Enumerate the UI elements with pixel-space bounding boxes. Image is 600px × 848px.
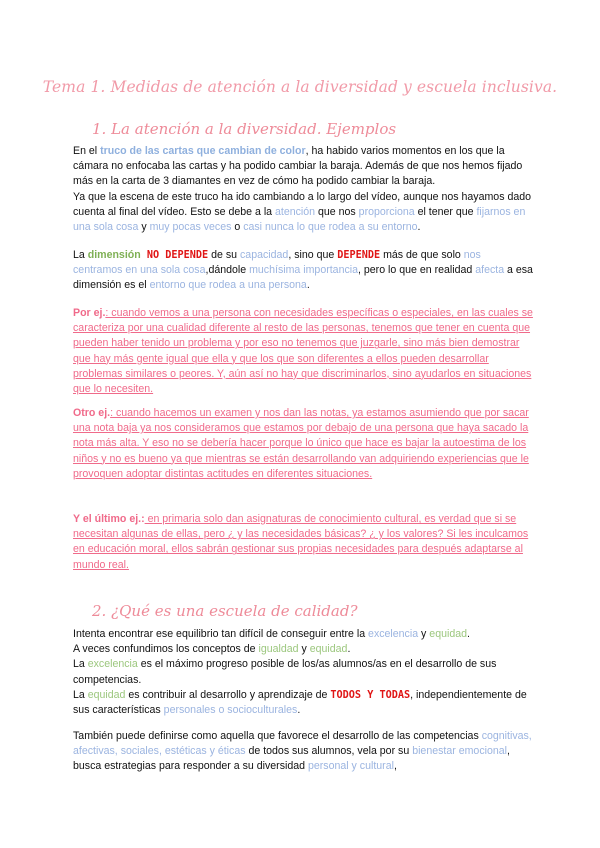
text: a esa dimensión es el <box>73 264 533 292</box>
text: de todos sus alumnos, vela por su <box>245 745 413 758</box>
highlight-blue: capacidad <box>240 249 289 261</box>
text: ,dándole <box>205 264 250 277</box>
highlight-blue: truco de las cartas que cambian de color <box>100 145 306 157</box>
section1-heading: 1. La atención a la diversidad. Ejemplos <box>92 120 397 138</box>
text: . <box>306 279 310 292</box>
text: el tener que <box>414 205 477 218</box>
highlight-green: excelencia <box>87 658 138 671</box>
text: , independientemente de sus características <box>73 688 527 717</box>
highlight-red: DEPENDE <box>337 250 381 261</box>
highlight-red: NO DEPENDE <box>140 250 209 261</box>
highlight-blue: entorno que rodea a una persona <box>149 279 307 292</box>
highlight-blue: bienestar emocional <box>412 745 507 758</box>
paragraph-dimension <box>73 248 533 294</box>
highlight-blue: afecta <box>475 264 505 277</box>
highlight-blue: atención <box>275 205 316 218</box>
highlight-red: TODOS Y TODAS <box>330 689 411 701</box>
example-3 <box>73 512 533 573</box>
text: . <box>417 221 421 234</box>
document-title: Tema 1. Medidas de atención a la diversidad y escuela inclusiva. <box>42 78 558 96</box>
highlight-blue: muy pocas veces <box>149 221 232 234</box>
text: y <box>138 221 150 234</box>
example-label: Y el último ej.: <box>73 513 145 525</box>
highlight-blue: fijarnos en una sola cosa <box>73 205 526 234</box>
example-2 <box>73 406 533 482</box>
text: , pero lo que en realidad <box>358 264 476 277</box>
text: Intenta encontrar ese equilibrio tan difícil de conseguir entre la <box>73 628 369 640</box>
example-text: : cuando vemos a una persona con necesidades específicas o especiales, en las cuales se caracteriza por una cualidad diferente al resto de las personas, tenemos que tener en cuenta que pueden haber tenido un problema y por eso no tenemos que juzgarle, sino más bien demostrar que hay más gente igual que ella y que los que son diferentes a ellos pueden desarrollar problemas similares o peores. Y, aún así no hay que discriminarlos, sino ayudarlos en situaciones que lo necesiten. <box>73 307 533 396</box>
paragraph-definition <box>73 729 533 775</box>
text: y <box>298 643 310 656</box>
text: , sino que <box>288 249 338 261</box>
highlight-green: equidad <box>87 688 126 701</box>
text: , ha habido varios momentos en los que la cámara no enfocaba las cartas y ha podido cambiar la baraja. Además de que nos hemos fijado más en la carta de 3 diamantes en vez de cómo ha podido cambiar la baraja. <box>73 145 523 188</box>
highlight-blue: proporciona <box>358 205 415 218</box>
highlight-blue: personales o socioculturales <box>163 704 298 717</box>
text: , <box>393 760 397 773</box>
example-1 <box>73 306 533 397</box>
text: La <box>73 688 88 701</box>
text: En el <box>73 145 101 157</box>
highlight-blue: personal y cultural <box>307 760 394 773</box>
text: más de que solo <box>380 249 464 261</box>
highlight-blue: nos centramos en una sola cosa <box>73 249 481 277</box>
text: y <box>418 628 430 640</box>
text: es el máximo progreso posible de los/as alumnos/as en el desarrollo de sus competencias. <box>73 658 497 686</box>
highlight-green: igualdad <box>258 643 299 656</box>
text: de su <box>208 249 240 261</box>
text: o <box>231 221 244 234</box>
text: La <box>73 658 88 671</box>
text: . <box>297 704 301 717</box>
example-text: en primaria solo dan asignaturas de conocimiento cultural, es verdad que si se necesitan algunas de ellas, pero ¿ y las necesidades básicas? ¿ y los valores? Si les inculcamos en educación moral, ellos sabrán gestionar sus propias necesidades para después adaptarse al mundo real. <box>73 513 529 571</box>
paragraph-quality-school <box>73 627 533 718</box>
text: , busca estrategias para responder a su diversidad <box>73 745 510 773</box>
highlight-green: equidad <box>429 628 468 640</box>
text: . <box>347 643 351 656</box>
text: La <box>73 249 88 261</box>
example-label: Por ej. <box>73 307 106 319</box>
example-label: Otro ej. <box>73 407 111 419</box>
paragraph-card-trick <box>73 144 533 235</box>
highlight-blue: cognitivas, afectivas, sociales, estéticas y éticas <box>73 730 532 758</box>
text: . <box>467 628 470 640</box>
highlight-blue: muchísima importancia <box>249 264 359 277</box>
highlight-blue: casi nunca lo que rodea a su entorno <box>243 221 418 234</box>
text: Ya que la escena de este truco ha ido cambiando a lo largo del vídeo, aunque nos hayamos dado cuenta al final del vídeo. Esto se debe a la <box>73 190 532 218</box>
text: También puede definirse como aquella que favorece el desarrollo de las competencias <box>73 730 482 742</box>
text: A veces confundimos los conceptos de <box>73 643 259 656</box>
highlight-blue: excelencia <box>368 628 419 640</box>
highlight-green: dimensión <box>87 249 141 261</box>
highlight-green: equidad <box>309 643 348 656</box>
example-text: : cuando hacemos un examen y nos dan las notas, ya estamos asumiendo que por sacar una nota baja ya nos consideramos que estamos por debajo de una persona que haya sacado la nota más alta. Y eso no se debería hacer porque lo único que hace es bajar la autoestima de los niños y no es bueno ya que mientras se están desarrollando van adquiriendo experiencias que le provoquen adoptar distintas actitudes en diferentes situaciones. <box>73 407 529 480</box>
text: es contribuir al desarrollo y aprendizaje de <box>125 688 331 701</box>
text: que nos <box>315 205 359 218</box>
section2-heading: 2. ¿Qué es una escuela de calidad? <box>92 602 358 620</box>
